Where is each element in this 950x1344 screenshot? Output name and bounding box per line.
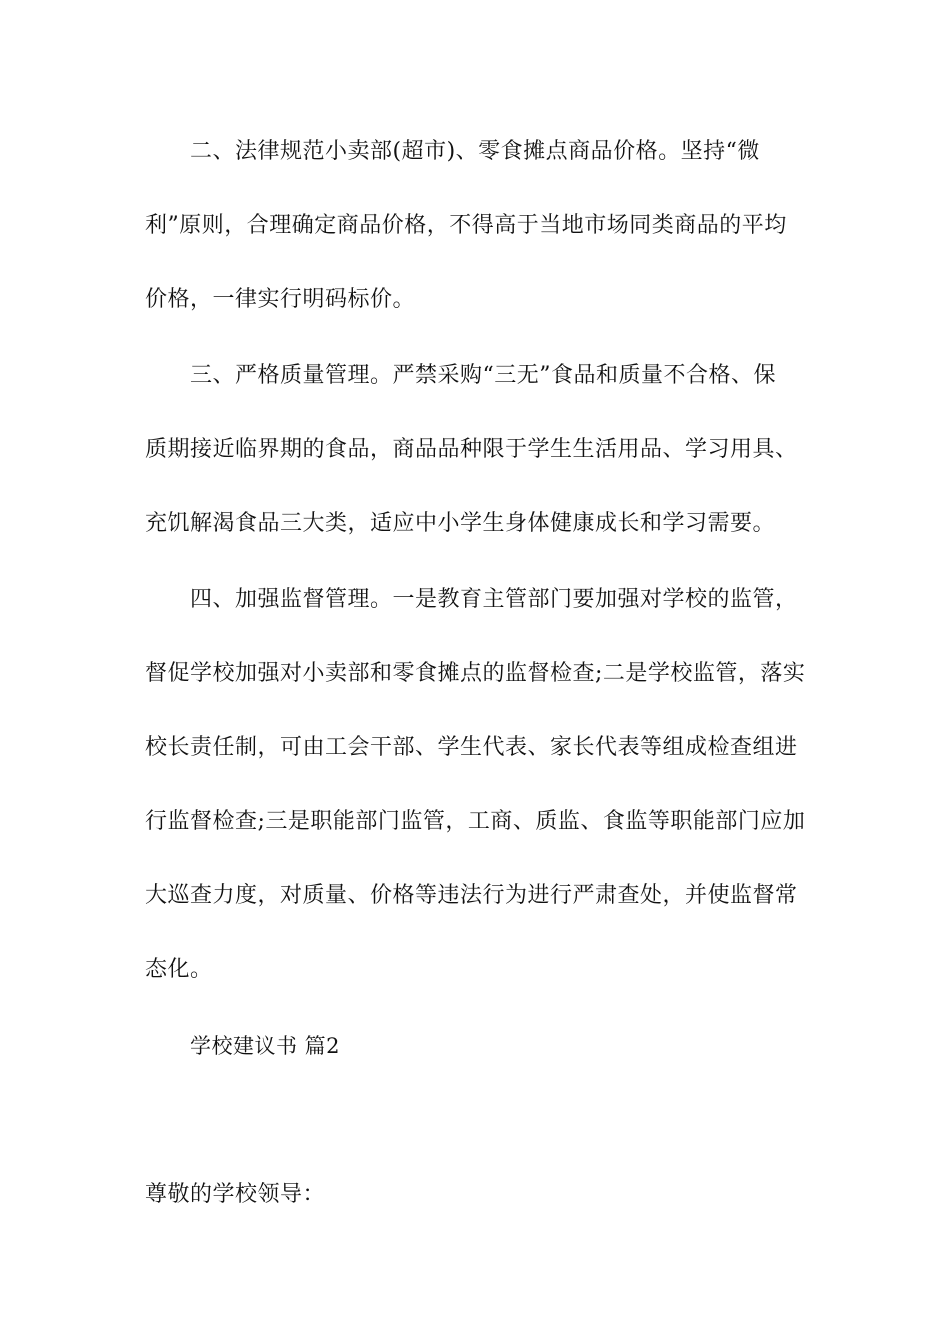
salutation: 尊敬的学校领导： <box>145 1182 326 1207</box>
paragraph-line: 利”原则，合理确定商品价格，不得高于当地市场同类商品的平均 <box>145 213 787 238</box>
paragraph-line: 大巡查力度，对质量、价格等违法行为进行严肃查处，并使监督常 <box>145 883 798 908</box>
paragraph-line: 质期接近临界期的食品，商品品种限于学生生活用品、学习用具、 <box>145 437 798 462</box>
section-title: 学校建议书 篇2 <box>190 1034 341 1058</box>
paragraph-line: 四、加强监督管理。一是教育主管部门要加强对学校的监管， <box>190 587 798 612</box>
paragraph-line: 态化。 <box>145 957 213 982</box>
paragraph-line: 校长责任制，可由工会干部、学生代表、家长代表等组成检查组进 <box>145 735 798 760</box>
paragraph-line: 价格，一律实行明码标价。 <box>145 287 416 312</box>
paragraph-line: 二、法律规范小卖部(超市)、零食摊点商品价格。坚持“微 <box>190 139 760 164</box>
paragraph-line: 三、严格质量管理。严禁采购“三无”食品和质量不合格、保 <box>190 363 776 388</box>
paragraph-line: 充饥解渴食品三大类，适应中小学生身体健康成长和学习需要。 <box>145 511 776 536</box>
paragraph-line: 行监督检查;三是职能部门监管，工商、质监、食监等职能部门应加 <box>145 809 806 834</box>
paragraph-line: 督促学校加强对小卖部和零食摊点的监督检查;二是学校监管，落实 <box>145 661 806 686</box>
